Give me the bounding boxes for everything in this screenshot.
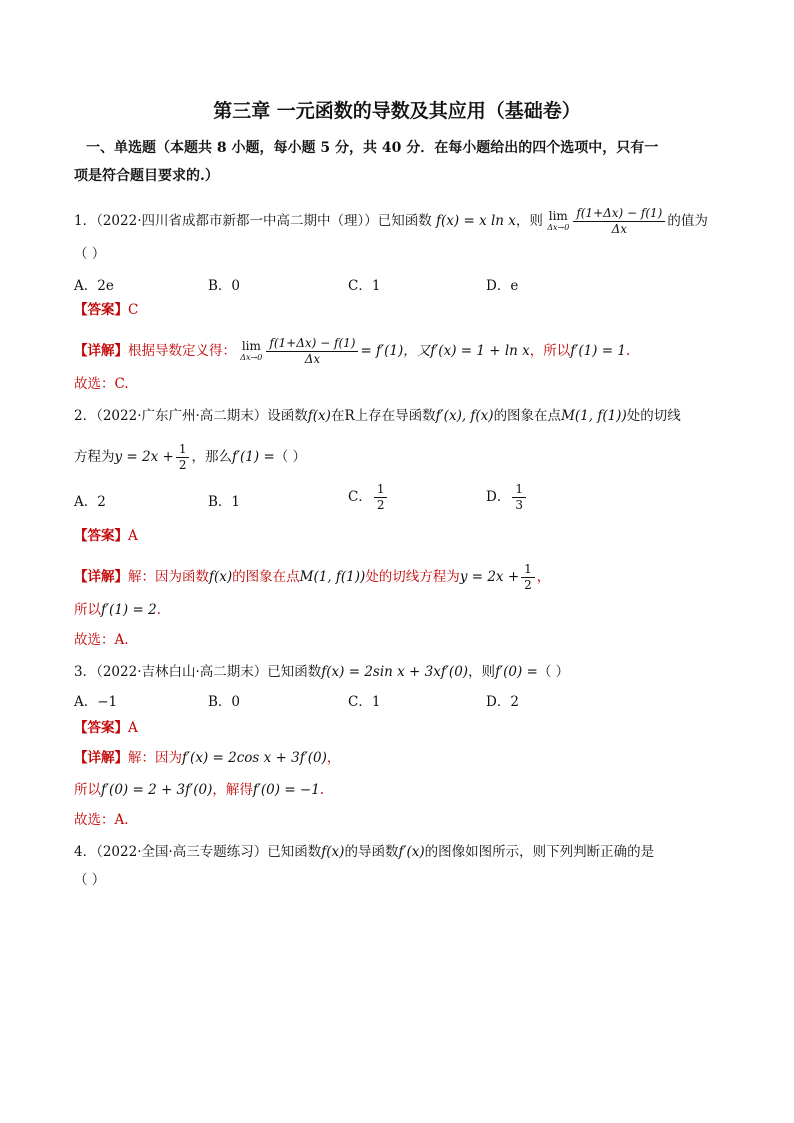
option-b: B．0 — [208, 694, 241, 710]
option-d: D．2 — [486, 694, 519, 710]
limit-subscript: Δx→0 — [547, 222, 570, 232]
choose-line: 故选：C. — [74, 376, 129, 392]
question-source: （2022·全国·高三专题练习）已知函数 — [96, 844, 322, 860]
question-text: ，则 — [468, 664, 496, 680]
fraction-denominator: Δx — [611, 222, 628, 236]
math-expression: f′(x), f(x) — [435, 408, 494, 424]
detail-text: ，解得 — [212, 782, 253, 798]
question-text: 处的切线 — [626, 408, 681, 424]
math-expression: f′(x) = 2cos x + 3f′(0) — [182, 750, 327, 766]
answer-label: 【答案】 — [74, 302, 128, 318]
option-label: D． — [486, 489, 511, 505]
fraction-denominator: 3 — [515, 498, 523, 512]
option-c: C．1 — [348, 278, 381, 294]
math-expression: f(x) — [321, 844, 345, 860]
question-1-paren: （ ） — [74, 246, 106, 262]
question-1-stem — [74, 206, 708, 237]
fraction — [573, 206, 665, 237]
detail-line — [74, 336, 630, 367]
question-text: 方程为 — [74, 449, 115, 465]
detail-label: 【详解】 — [74, 750, 128, 766]
math-expression: f′(x) = 1 + ln x — [430, 343, 530, 359]
fraction-numerator: 1 — [374, 482, 388, 498]
option-a: A．2e — [74, 278, 114, 294]
detail-text: 解：因为 — [128, 750, 182, 766]
question-text: 在R上存在导函数 — [330, 408, 436, 424]
option-d — [486, 482, 528, 513]
answer-value: A — [128, 528, 138, 544]
answer-line — [74, 300, 138, 320]
math-expression: y = 2x + — [459, 569, 520, 585]
question-text: ，则 — [515, 213, 543, 229]
detail-text: 所以 — [74, 602, 101, 618]
answer-line — [74, 718, 138, 738]
answer-label: 【答案】 — [74, 720, 128, 736]
answer-value: A — [128, 720, 138, 736]
fraction-numerator: f(1+Δx) − f(1) — [573, 206, 665, 222]
question-text: 的图像如图所示，则下列判断正确的是 — [424, 844, 655, 860]
fraction-denominator: 2 — [178, 458, 187, 472]
section-heading-line1: 一、单选题（本题共 8 小题，每小题 5 分，共 40 分．在每小题给出的四个选项中，只有一 — [86, 140, 659, 156]
choose-line: 故选：A. — [74, 632, 129, 648]
fraction-numerator: f(1+Δx) − f(1) — [266, 336, 358, 352]
math-expression: f(x) — [307, 408, 331, 424]
math-expression: f′(1) = — [231, 449, 275, 465]
option-c — [348, 482, 389, 513]
question-source: （2022·四川省成都市新都一中高二期中（理））已知函数 — [96, 213, 432, 229]
detail-text: 处的切线方程为 — [365, 569, 460, 585]
question-4-stem — [74, 842, 654, 862]
fraction-denominator: Δx — [304, 352, 321, 366]
limit-symbol: lim — [241, 338, 261, 353]
detail-label: 【详解】 — [74, 343, 128, 359]
fraction-numerator: 1 — [176, 442, 190, 458]
detail-line — [74, 562, 550, 593]
math-expression: f′(1) = 2 — [101, 602, 157, 618]
fraction-denominator: 2 — [376, 498, 385, 512]
answer-value: C — [128, 302, 139, 318]
limit-symbol: lim — [548, 208, 568, 223]
math-expression: f′(0) = −1 — [252, 782, 320, 798]
question-text: 的图象在点 — [493, 408, 562, 424]
option-label: C． — [348, 489, 372, 505]
math-expression: M(1, f(1)) — [299, 569, 366, 585]
limit-expression — [240, 338, 263, 363]
detail-line-2 — [74, 780, 324, 800]
math-function: f(x) = 2sin x + 3xf′(0) — [321, 664, 469, 680]
question-source: （2022·吉林白山·高二期末）已知函数 — [96, 664, 322, 680]
question-3-stem — [74, 662, 569, 682]
detail-line — [74, 748, 340, 768]
detail-line-2 — [74, 600, 161, 620]
question-number: 1． — [74, 213, 97, 229]
section-heading-line2: 项是符合题目要求的.） — [74, 168, 219, 184]
math-function: f(x) = x ln x — [436, 213, 516, 229]
fraction-numerator: 1 — [521, 562, 535, 578]
question-number: 3． — [74, 664, 97, 680]
option-a: A．−1 — [74, 694, 118, 710]
option-b: B．1 — [208, 494, 241, 510]
answer-line — [74, 526, 138, 546]
math-expression: M(1, f(1)) — [561, 408, 627, 424]
limit-subscript: Δx→0 — [240, 352, 263, 362]
question-paren: （ ） — [537, 664, 570, 680]
option-c: C．1 — [348, 694, 381, 710]
question-4-paren: （ ） — [74, 872, 106, 888]
detail-text: 的图象在点 — [232, 569, 300, 585]
detail-text: . — [156, 602, 161, 618]
detail-text: ， — [326, 750, 341, 766]
question-paren: （ ） — [274, 449, 307, 465]
fraction — [512, 482, 526, 513]
question-2-stem-line2 — [74, 442, 306, 473]
question-text: ，那么 — [191, 449, 232, 465]
math-expression: f(x) — [209, 569, 233, 585]
question-source: （2022·广东广州·高二期末）设函数 — [96, 408, 308, 424]
answer-label: 【答案】 — [74, 528, 128, 544]
fraction — [521, 562, 535, 593]
math-expression: f′(0) = — [495, 664, 538, 680]
detail-text: 根据导数定义得： — [128, 343, 236, 359]
option-d: D．e — [486, 278, 519, 294]
option-a: A．2 — [74, 494, 106, 510]
question-2-stem — [74, 406, 681, 426]
fraction — [266, 336, 358, 367]
detail-text: 解：因为函数 — [128, 569, 209, 585]
question-text: 的值为 — [667, 213, 708, 229]
math-expression: f′(0) = 2 + 3f′(0) — [101, 782, 213, 798]
option-b: B．0 — [208, 278, 241, 294]
question-number: 2． — [74, 408, 97, 424]
question-text: 的导函数 — [344, 844, 399, 860]
detail-text: . — [319, 782, 325, 798]
detail-text: 所以 — [74, 782, 101, 798]
fraction — [176, 442, 190, 473]
choose-line: 故选：A. — [74, 812, 129, 828]
math-expression: = f′(1)，又 — [360, 343, 431, 359]
detail-text: ，所以 — [529, 343, 571, 359]
fraction — [374, 482, 388, 513]
fraction-denominator: 2 — [524, 578, 532, 592]
detail-text: ， — [536, 569, 551, 585]
detail-text: . — [625, 343, 631, 359]
math-expression: f′(1) = 1 — [570, 343, 626, 359]
fraction-numerator: 1 — [512, 482, 526, 498]
math-expression: f′(x) — [398, 844, 425, 860]
page-title: 第三章 一元函数的导数及其应用（基础卷） — [213, 100, 581, 122]
math-expression: y = 2x + — [114, 449, 174, 465]
question-number: 4． — [74, 844, 97, 860]
limit-expression — [547, 208, 570, 233]
detail-label: 【详解】 — [74, 569, 128, 585]
